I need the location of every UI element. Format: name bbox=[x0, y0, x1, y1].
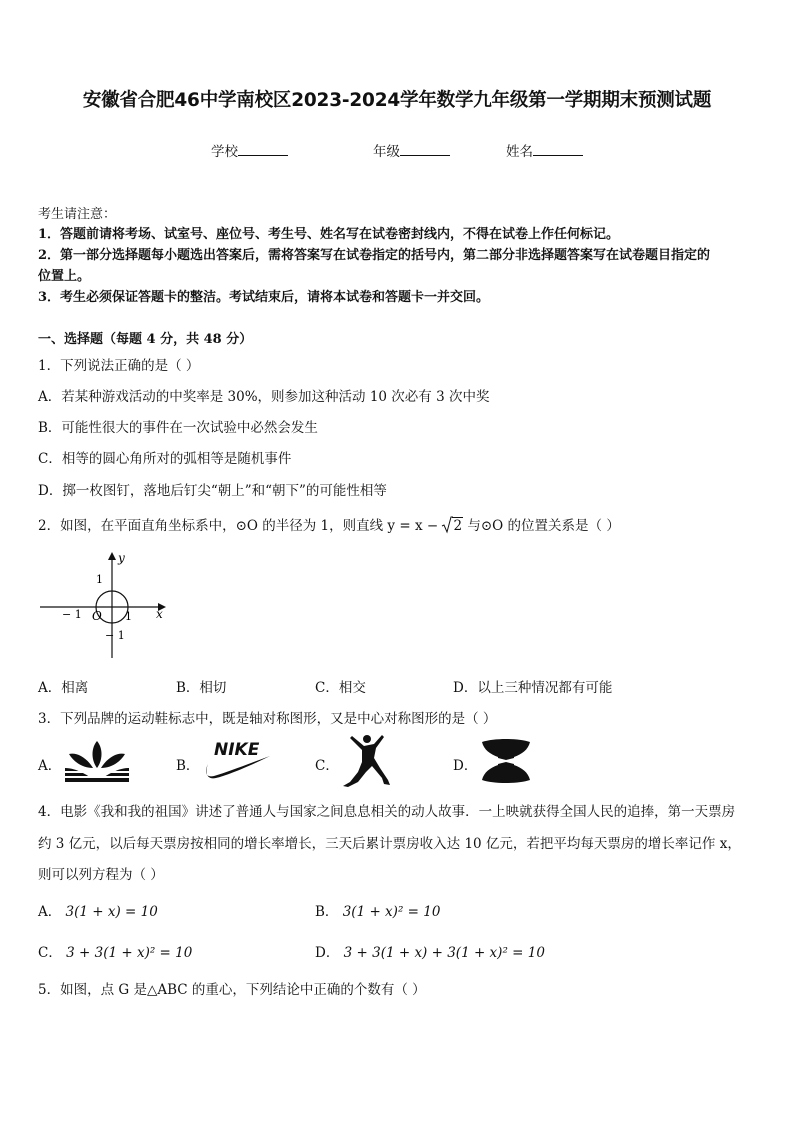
notice-item-3: 3．考生必须保证答题卡的整洁。考试结束后，请将本试卷和答题卡一并交回。 bbox=[38, 290, 490, 305]
sqrt-symbol bbox=[441, 516, 453, 534]
q4-option-c bbox=[38, 941, 192, 961]
q2-stem-before: 2．如图，在平面直角坐标系中，⊙O 的半径为 1，则直线 y = x − bbox=[38, 518, 439, 534]
q1-option-b: B．可能性很大的事件在一次试验中必然会发生 bbox=[38, 420, 318, 436]
q2-coordinate-figure bbox=[36, 550, 176, 665]
school-label: 学校 bbox=[211, 144, 238, 160]
q2-option-d: D．以上三种情况都有可能 bbox=[453, 680, 613, 696]
q2-option-a: A．相离 bbox=[38, 680, 89, 696]
under-armour-logo bbox=[476, 738, 536, 784]
y-axis-label: y bbox=[118, 551, 125, 565]
q1-stem: 1．下列说法正确的是（ ） bbox=[38, 358, 200, 374]
q4-option-d bbox=[315, 941, 545, 961]
q3-option-a: A． bbox=[38, 758, 62, 774]
school-field bbox=[211, 140, 288, 160]
name-field bbox=[506, 140, 583, 160]
label-neg-one-bottom: − 1 bbox=[105, 629, 125, 642]
q2-option-b: B．相切 bbox=[176, 680, 227, 696]
q3-option-b: B． bbox=[176, 758, 200, 774]
name-label: 姓名 bbox=[506, 144, 533, 160]
q2-option-c: C．相交 bbox=[315, 680, 366, 696]
q4-option-c-label: C． bbox=[38, 945, 62, 961]
nike-logo-text: NIKE bbox=[214, 740, 260, 760]
adidas-logo bbox=[63, 738, 131, 782]
q5-stem: 5．如图，点 G 是△ABC 的重心，下列结论中正确的个数有（ ） bbox=[38, 982, 426, 998]
label-one-right: 1 bbox=[125, 610, 132, 623]
notice-item-1: 1．答题前请将考场、试室号、座位号、考生号、姓名写在试卷密封线内，不得在试卷上作任何标记。 bbox=[38, 227, 620, 242]
section-heading: 一、选择题（每题 4 分，共 48 分） bbox=[38, 332, 253, 347]
name-blank bbox=[533, 143, 583, 156]
sqrt-value: 2 bbox=[453, 518, 463, 534]
page-title: 安徽省合肥46中学南校区2023-2024学年数学九年级第一学期期末预测试题 bbox=[82, 90, 712, 111]
notice-item-2: 2．第一部分选择题每小题选出答案后，需将答案写在试卷指定的括号内，第二部分非选择题答案写在试卷题目指定的 bbox=[38, 248, 711, 263]
q4-option-a-equation: 3(1 + x) = 10 bbox=[65, 904, 158, 920]
label-neg-one-left: − 1 bbox=[62, 608, 82, 621]
q1-option-a: A．若某种游戏活动的中奖率是 30%，则参加这种活动 10 次必有 3 次中奖 bbox=[38, 389, 490, 405]
q3-option-c: C． bbox=[315, 758, 339, 774]
q3-stem: 3．下列品牌的运动鞋标志中，既是轴对称图形，又是中心对称图形的是（ ） bbox=[38, 711, 497, 727]
q2-stem-after: 与⊙O 的位置关系是（ ） bbox=[467, 518, 620, 534]
sqrt-expression bbox=[442, 518, 463, 534]
q4-option-d-label: D． bbox=[315, 945, 340, 961]
school-blank bbox=[238, 143, 288, 156]
q4-line-3: 则可以列方程为（ ） bbox=[38, 867, 164, 883]
label-one-top: 1 bbox=[96, 573, 103, 586]
q4-line-1: 4．电影《我和我的祖国》讲述了普通人与国家之间息息相关的动人故事．一上映就获得全国人民的追捧，第一天票房 bbox=[38, 804, 736, 820]
q1-option-d: D．掷一枚图钉，落地后钉尖“朝上”和“朝下”的可能性相等 bbox=[38, 483, 387, 499]
grade-blank bbox=[400, 143, 450, 156]
q4-option-c-equation: 3 + 3(1 + x)² = 10 bbox=[66, 945, 193, 961]
q4-option-d-equation: 3 + 3(1 + x) + 3(1 + x)² = 10 bbox=[343, 945, 545, 961]
notice-heading: 考生请注意： bbox=[38, 207, 117, 222]
y-axis-arrow bbox=[108, 552, 116, 560]
q2-stem bbox=[38, 514, 620, 534]
origin-label: O bbox=[92, 609, 102, 623]
grade-label: 年级 bbox=[373, 144, 400, 160]
jordan-logo bbox=[340, 732, 392, 790]
q4-option-b-equation: 3(1 + x)² = 10 bbox=[342, 904, 441, 920]
q4-option-a bbox=[38, 900, 158, 920]
q4-option-b bbox=[315, 900, 440, 920]
q1-option-c: C．相等的圆心角所对的弧相等是随机事件 bbox=[38, 451, 292, 467]
q3-option-d: D． bbox=[453, 758, 478, 774]
nike-logo bbox=[202, 738, 272, 782]
q4-option-a-label: A． bbox=[38, 904, 62, 920]
x-axis-label: x bbox=[156, 607, 163, 621]
notice-item-2-cont: 位置上。 bbox=[38, 269, 91, 284]
q4-line-2: 约 3 亿元，以后每天票房按相同的增长率增长，三天后累计票房收入达 10 亿元，若把平均每天票房的增长率记作 x， bbox=[38, 836, 741, 852]
q4-option-b-label: B． bbox=[315, 904, 339, 920]
grade-field bbox=[373, 140, 450, 160]
